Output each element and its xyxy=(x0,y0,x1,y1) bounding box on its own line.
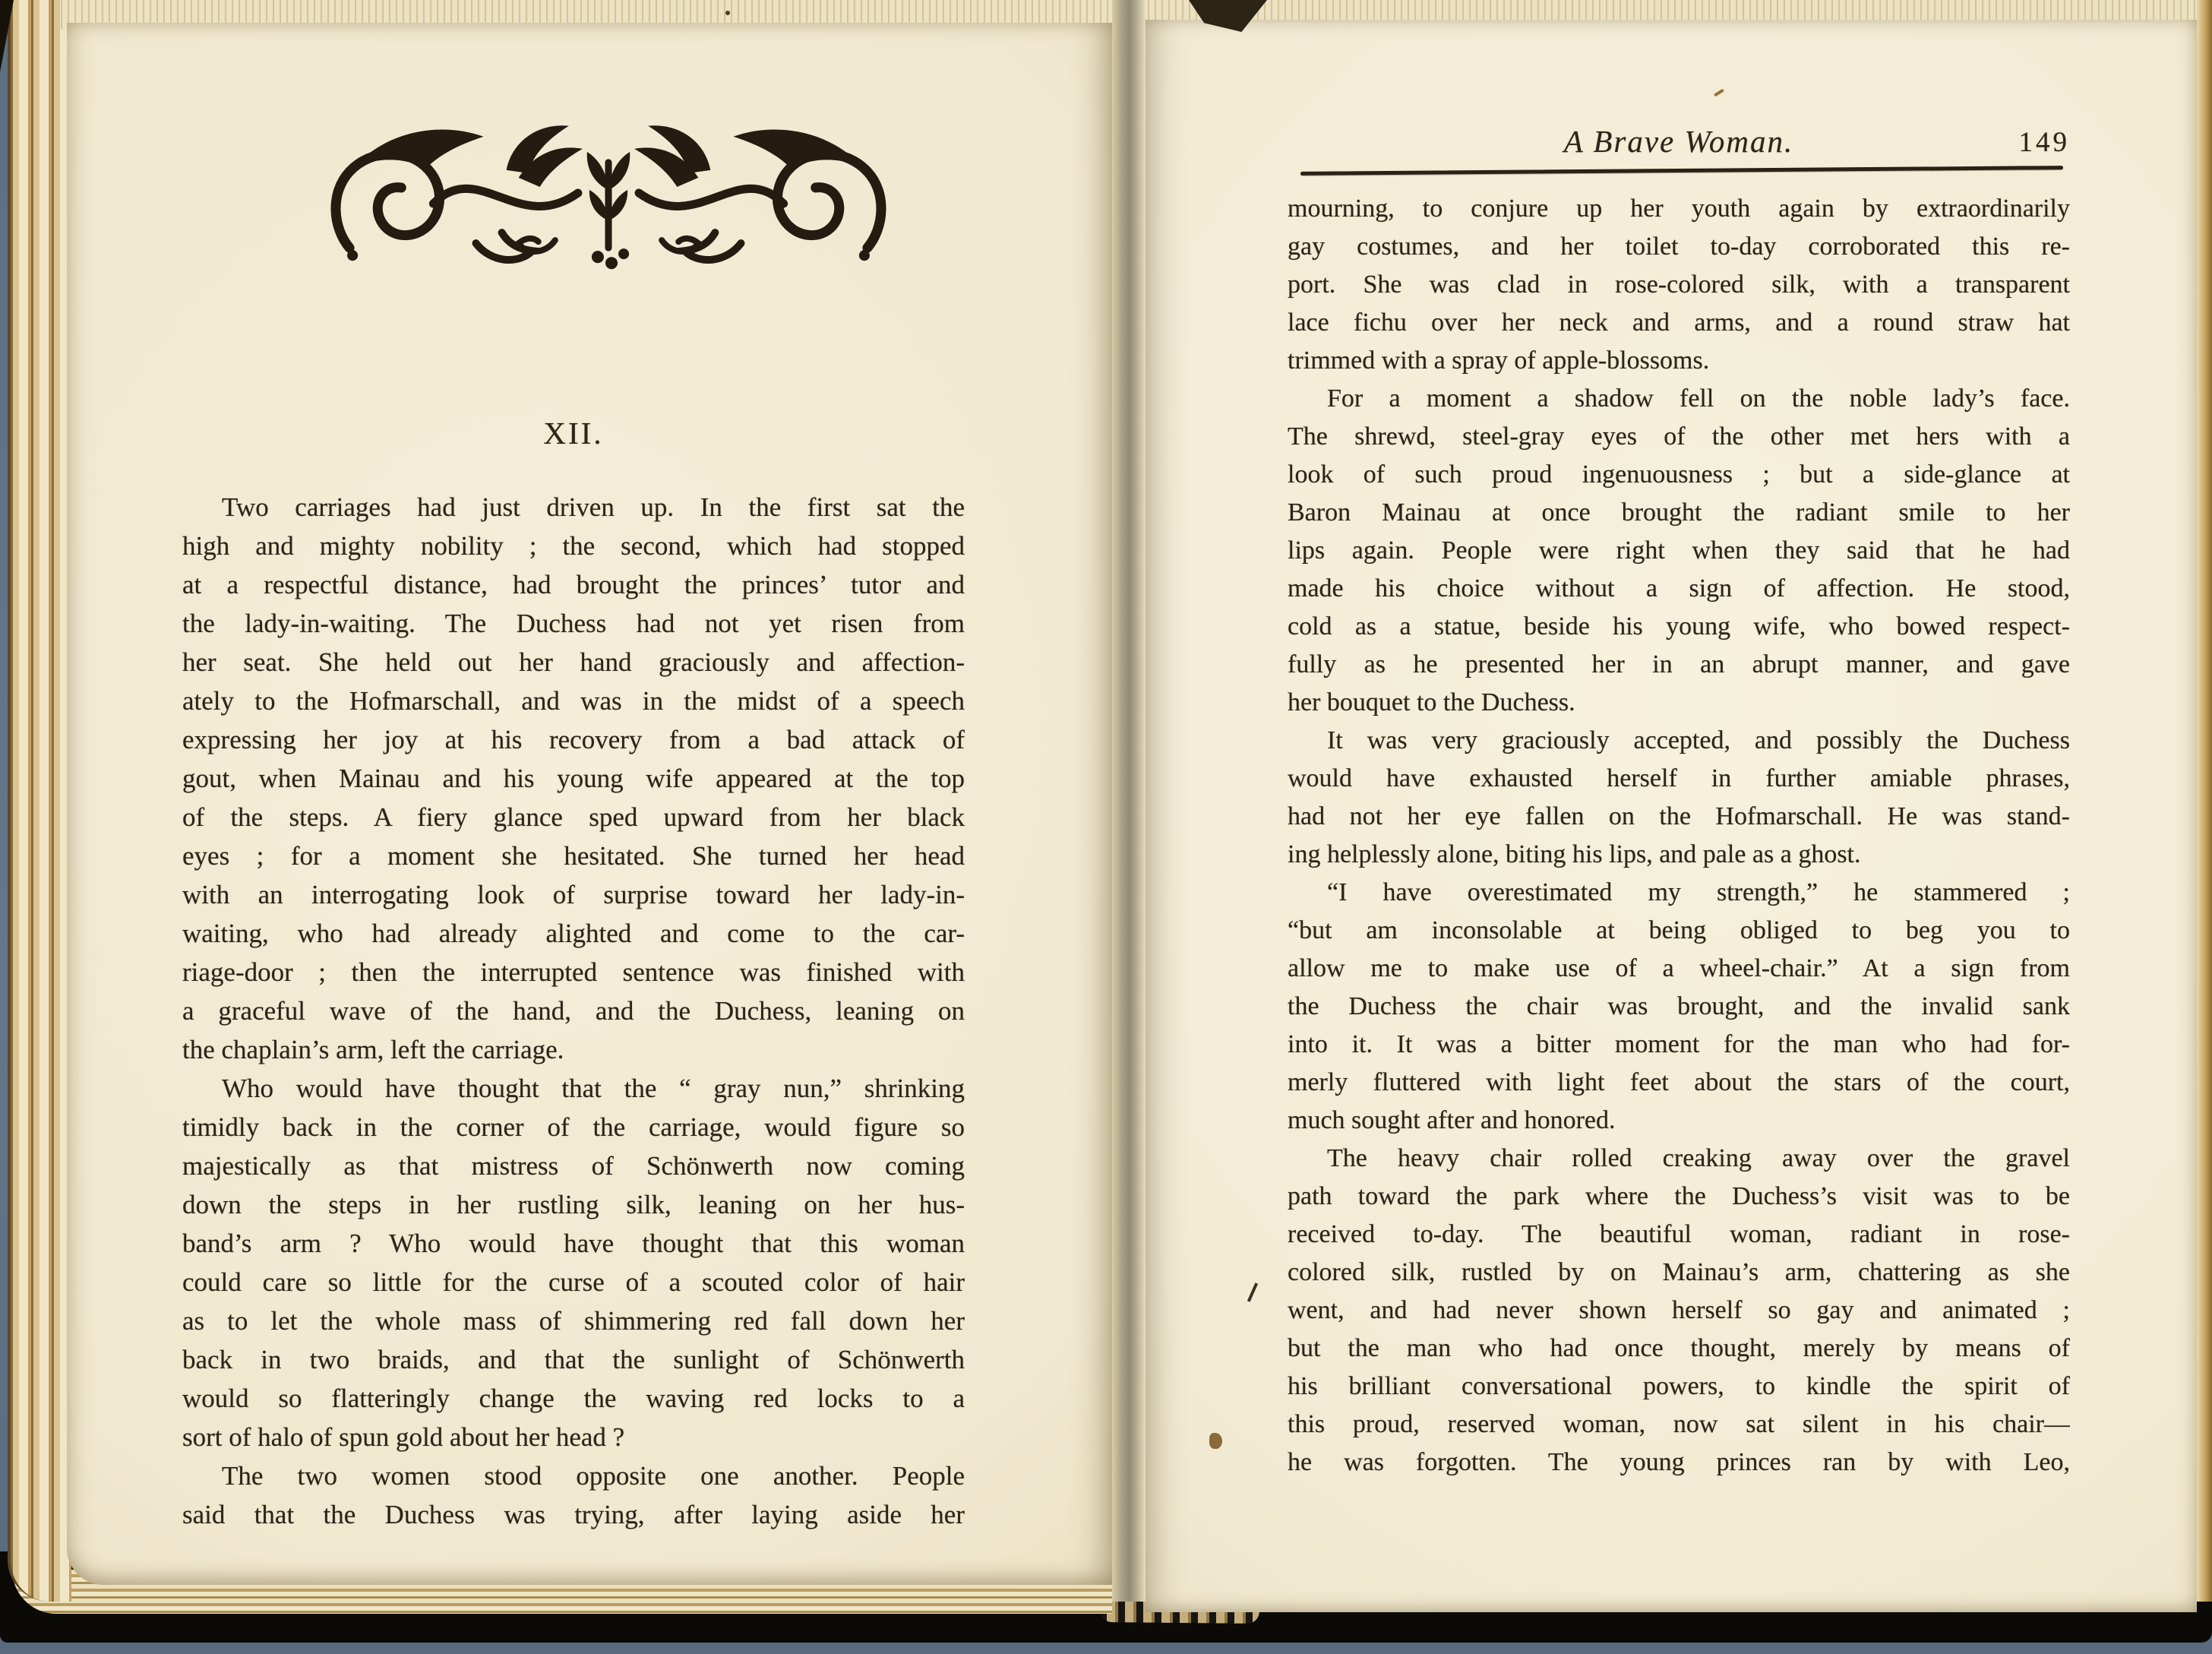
paper-speck xyxy=(725,11,730,15)
text-line: would have exhausted herself in further amiable phrases, xyxy=(1288,764,2070,792)
text-line: sort of halo of spun gold about her head ? xyxy=(182,1422,625,1452)
text-line: merly fluttered with light feet about the stars of the court, xyxy=(1288,1068,2070,1096)
text-line: band’s arm ? Who would have thought that this woman xyxy=(182,1229,965,1258)
text-line: fully as he presented her in an abrupt manner, and gave xyxy=(1288,650,2070,678)
text-line: lips again. People were right when they said that he had xyxy=(1288,536,2070,565)
text-line: high and mighty nobility ; the second, which had stopped xyxy=(182,531,965,561)
text-line: gout, when Mainau and his young wife appeared at the top xyxy=(182,764,965,793)
text-line: The two women stood opposite one another. People xyxy=(222,1461,965,1491)
text-line: “but am inconsolable at being obliged to beg you to xyxy=(1288,916,2070,944)
text-line: said that the Duchess was trying, after laying aside her xyxy=(182,1500,965,1529)
text-line: his brilliant conversational powers, to kindle the spirit of xyxy=(1288,1372,2070,1400)
text-line: the chaplain’s arm, left the carriage. xyxy=(182,1035,564,1064)
text-line: eyes ; for a moment she hesitated. She turned her head xyxy=(182,841,965,871)
text-line: expressing her joy at his recovery from a bad attack of xyxy=(182,725,965,754)
page-number: 149 xyxy=(2018,127,2070,158)
paragraph xyxy=(182,1069,965,1456)
text-line: had not her eye fallen on the Hofmarschall. He was stand- xyxy=(1288,802,2070,830)
running-head: A Brave Woman. xyxy=(1563,124,1794,159)
text-line: Baron Mainau at once brought the radiant smile to her xyxy=(1288,498,2070,527)
text-line: Two carriages had just driven up. In the first sat the xyxy=(222,492,965,522)
text-line: allow me to make use of a wheel-chair.” At a sign from xyxy=(1288,954,2070,982)
text-line: her bouquet to the Duchess. xyxy=(1288,688,1575,716)
text-line: as to let the whole mass of shimmering red fall down her xyxy=(182,1306,965,1336)
paragraph xyxy=(1288,190,2070,380)
right-page xyxy=(1146,20,2197,1612)
text-line: at a respectful distance, had brought the princes’ tutor and xyxy=(182,570,965,599)
text-line: “I have overestimated my strength,” he stammered ; xyxy=(1327,878,2070,906)
text-line: majestically as that mistress of Schönwerth now coming xyxy=(182,1151,965,1181)
text-line: lace fichu over her neck and arms, and a round straw hat xyxy=(1288,308,2070,337)
text-line: much sought after and honored. xyxy=(1288,1106,1616,1134)
text-line: received to-day. The beautiful woman, radiant in rose- xyxy=(1288,1220,2070,1248)
paragraph xyxy=(1288,380,2070,722)
text-line: The heavy chair rolled creaking away over the gravel xyxy=(1327,1144,2070,1172)
text-line: back in two braids, and that the sunlight of Schönwerth xyxy=(182,1345,965,1374)
text-line: port. She was clad in rose-colored silk, with a transparent xyxy=(1288,270,2070,299)
left-page-text xyxy=(182,488,965,1534)
text-line: would so flatteringly change the waving red locks to a xyxy=(182,1384,965,1413)
text-line: down the steps in her rustling silk, leaning on her hus- xyxy=(182,1190,965,1219)
text-line: The shrewd, steel-gray eyes of the other met hers with a xyxy=(1288,422,2070,451)
text-line: riage-door ; then the interrupted sentence was finished with xyxy=(182,957,965,987)
paper-speck xyxy=(1209,1433,1222,1449)
text-line: ately to the Hofmarschall, and was in the midst of a speech xyxy=(182,686,965,716)
text-line: For a moment a shadow fell on the noble lady’s face. xyxy=(1327,384,2070,413)
text-line: gay costumes, and her toilet to-day corroborated this re- xyxy=(1288,232,2070,261)
text-line: It was very graciously accepted, and possibly the Duchess xyxy=(1327,726,2070,754)
text-line: timidly back in the corner of the carriage, would figure so xyxy=(182,1112,965,1142)
text-line: the lady-in-waiting. The Duchess had not yet risen from xyxy=(182,609,965,638)
text-line: went, and had never shown herself so gay and animated ; xyxy=(1288,1296,2070,1324)
text-line: her seat. She held out her hand graciously and affection- xyxy=(182,647,965,677)
text-line: of the steps. A fiery glance sped upward from her black xyxy=(182,802,965,832)
text-line: a graceful wave of the hand, and the Duchess, leaning on xyxy=(182,996,965,1026)
header-rule xyxy=(1300,166,2063,176)
paragraph xyxy=(182,488,965,1069)
text-line: look of such proud ingenuousness ; but a side-glance at xyxy=(1288,460,2070,489)
text-line: waiting, who had already alighted and come to the car- xyxy=(182,919,965,948)
text-line: but the man who had once thought, merely by means of xyxy=(1288,1334,2070,1362)
text-line: into it. It was a bitter moment for the man who had for- xyxy=(1288,1030,2070,1058)
text-line: this proud, reserved woman, now sat silent in his chair— xyxy=(1288,1410,2070,1438)
left-page-edges xyxy=(8,0,71,1602)
paragraph xyxy=(1288,874,2070,1140)
right-page-edge xyxy=(2197,0,2212,1602)
text-line: trimmed with a spray of apple-blossoms. xyxy=(1288,346,1710,375)
text-line: colored silk, rustled by on Mainau’s arm, chattering as she xyxy=(1288,1258,2070,1286)
text-line: made his choice without a sign of affection. He stood, xyxy=(1288,574,2070,602)
text-line: path toward the park where the Duchess’s visit was to be xyxy=(1288,1182,2070,1210)
text-line: could care so little for the curse of a scouted color of hair xyxy=(182,1267,965,1297)
text-line: ing helplessly alone, biting his lips, and pale as a ghost. xyxy=(1288,840,1861,868)
text-line: cold as a statue, beside his young wife, who bowed respect- xyxy=(1288,612,2070,640)
woodcut-headpiece-ornament xyxy=(327,112,890,290)
book-gutter xyxy=(1112,0,1146,1602)
text-line: with an interrogating look of surprise toward her lady-in- xyxy=(182,880,965,909)
paragraph xyxy=(1288,722,2070,874)
chapter-heading: XII. xyxy=(543,416,604,451)
left-page xyxy=(67,23,1112,1585)
text-line: he was forgotten. The young princes ran by with Leo, xyxy=(1288,1448,2070,1476)
text-line: the Duchess the chair was brought, and the invalid sank xyxy=(1288,992,2070,1020)
paragraph xyxy=(1288,1140,2070,1482)
paragraph xyxy=(182,1456,965,1534)
text-line: mourning, to conjure up her youth again by extraordinarily xyxy=(1288,194,2070,223)
text-line: Who would have thought that the “ gray nun,” shrinking xyxy=(222,1074,965,1103)
right-page-text xyxy=(1288,190,2070,1482)
